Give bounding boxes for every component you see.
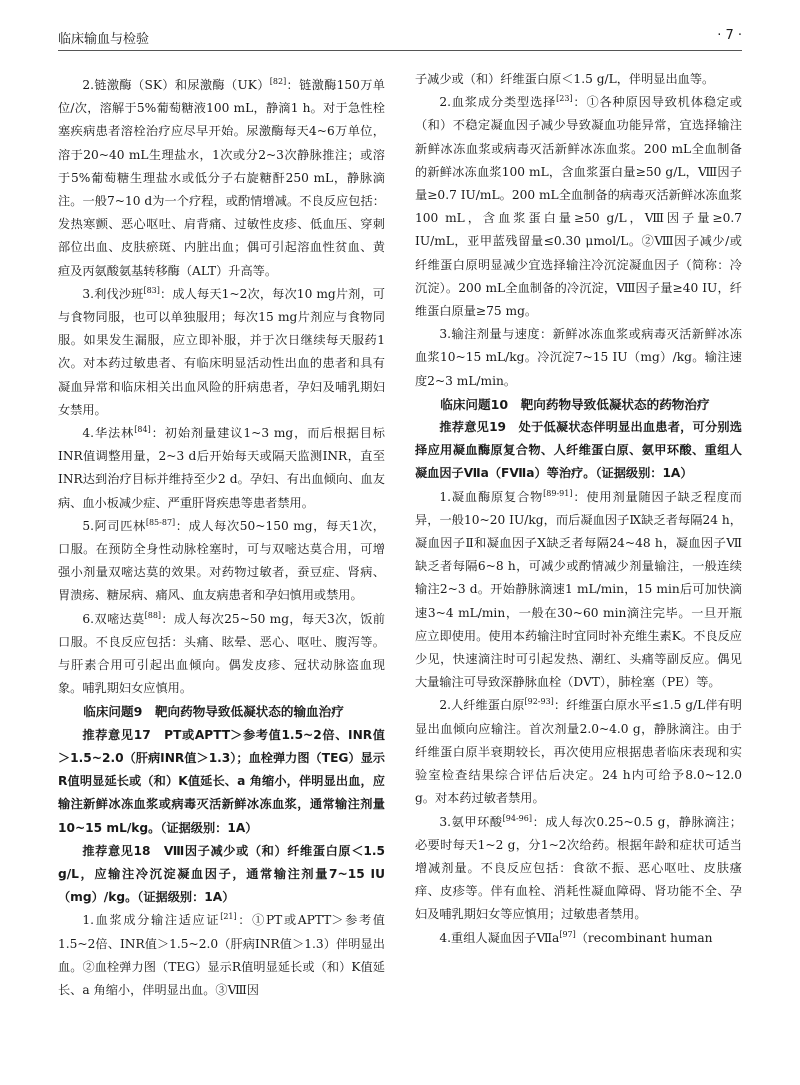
clinical-question-heading: 临床问题10 靶向药物导致低凝状态的药物治疗 <box>440 396 710 412</box>
left-column <box>58 74 385 1002</box>
body-paragraph: 3.输注剂量与速度：新鲜冰冻血浆或病毒灭活新鲜冰冻血浆10~15 mL/kg。冷沉淀7~15 IU（mg）/kg。输注速度2~3 mL/min。 <box>415 327 742 388</box>
body-paragraph: 2.人纤维蛋白原[92-93]：纤维蛋白原水平≤1.5 g/L伴有明显出血倾向应输注。首次剂量2.0~4.0 g，静脉滴注。由于纤维蛋白原半衰期较长，再次使用应根据患者临床表现和实验室检查结果综合评估后决定。24 h内可给予8.0~12.0 g。对本药过敏者禁用。 <box>415 697 742 806</box>
citation-marker: [85-87] <box>145 517 176 527</box>
body-paragraph: 6.双嘧达莫[88]：成人每次25~50 mg，每天3次，饭前口服。不良反应包括：头痛、眩晕、恶心、呕吐、腹泻等。与肝素合用可引起出血倾向。偶发皮疹、冠状动脉盗血现象。哺乳期妇女应慎用。 <box>58 610 385 696</box>
right-column <box>415 68 742 950</box>
citation-marker: [89-91] <box>543 488 573 498</box>
citation-marker: [83] <box>143 285 160 295</box>
recommendation-paragraph: 推荐意见19 处于低凝状态伴明显出血患者，可分别选择应用凝血酶原复合物、人纤维蛋白原、氨甲环酸、重组人凝血因子Ⅶa（FⅦa）等治疗。（证据级别：1A） <box>415 420 742 481</box>
citation-marker: [84] <box>134 424 151 434</box>
recommendation-paragraph: 推荐意见18 Ⅷ因子减少或（和）纤维蛋白原＜1.5 g/L，应输注冷沉淀凝血因子，通常输注剂量7~15 IU（mg）/kg。（证据级别：1A） <box>58 843 385 905</box>
citation-marker: [21] <box>220 912 237 922</box>
citation-marker: [92-93] <box>524 697 554 707</box>
citation-marker: [82] <box>269 76 287 86</box>
citation-marker: [88] <box>144 610 162 620</box>
body-paragraph: 2.链激酶（SK）和尿激酶（UK）[82]：链激酶150万单位/次，溶解于5%葡萄糖液100 mL，静滴1 h。对于急性栓塞疾病患者溶栓治疗应尽早开始。尿激酶每天4~6万单位，溶于20~40 mL生理盐水，1次或分2~3次静脉推注；或溶于5%葡萄糖生理盐水或低分子右旋糖酐250 mL，静脉滴注。一般7~10 d为一个疗程，或酌情增减。不良反应包括：发热寒颤、恶心呕吐、肩背痛、过敏性皮疹、低血压、穿刺部位出血、皮肤瘀斑、内脏出血；偶可引起溶血性贫血、黄疸及丙氨酸氨基转移酶（ALT）升高等。 <box>58 76 385 278</box>
citation-marker: [97] <box>559 929 576 939</box>
running-header <box>58 28 742 51</box>
recommendation-paragraph: 推荐意见17 PT或APTT＞参考值1.5~2倍、INR值＞1.5~2.0（肝病INR值＞1.3）；血栓弹力图（TEG）显示R值明显延长或（和）K值延长、a 角缩小，伴明显出血，应输注新鲜冰冻血浆或病毒灭活新鲜冰冻血浆，通常输注剂量10~15 mL/kg。（证据级别：1A） <box>58 727 385 835</box>
body-paragraph: 4.华法林[84]：初始剂量建议1~3 mg，而后根据目标INR值调整用量，2~3 d后开始每天或隔天监测INR，直至INR达到治疗目标并维持至少2 d。孕妇、有出血倾向、血友病、血小板减少症、严重肝肾疾患等患者禁用。 <box>58 424 385 510</box>
body-paragraph: 5.阿司匹林[85-87]：成人每次50~150 mg，每天1次，口服。在预防全身性动脉栓塞时，可与双嘧达莫合用，可增强小剂量双嘧达莫的效果。对药物过敏者，蚕豆症、肾病、胃溃疡、糖尿病、痛风、血友病患者和孕妇慎用或禁用。 <box>58 517 385 603</box>
body-paragraph: 1.血浆成分输注适应证[21]：①PT或APTT＞参考值1.5~2倍、INR值＞1.5~2.0（肝病INR值＞1.3）伴明显出血。②血栓弹力图（TEG）显示R值明显延长或（和）K值延长、a 角缩小，伴明显出血。③Ⅷ因 <box>58 912 385 997</box>
body-paragraph: 3.利伐沙班[83]：成人每天1~2次，每次10 mg片剂，可与食物同服，也可以单独服用；每次15 mg片剂应与食物同服。如果发生漏服，应立即补服，并于次日继续每天服药1次。对本药过敏患者、有临床明显活动性出血的患者和具有凝血异常和临床相关出血风险的肝病患者，孕妇及哺乳期妇女禁用。 <box>58 285 385 417</box>
body-paragraph: 2.血浆成分类型选择[23]：①各种原因导致机体稳定或（和）不稳定凝血因子减少导致凝血功能异常，宜选择输注新鲜冰冻血浆或病毒灭活新鲜冰冻血浆。200 mL全血制备的新鲜冰冻血浆100 mL，含血浆蛋白量≥50 g/L，Ⅷ因子量≥0.7 IU/mL。200 mL全血制备的病毒灭活新鲜冰冻血浆100 mL，含血浆蛋白量≥50 g/L，Ⅷ因子量≥0.7 IU/mL，亚甲蓝残留量≤0.30 μmol/L。②Ⅷ因子减少/或纤维蛋白原明显减少宜选择输注冷沉淀凝血因子（简称：冷沉淀）。200 mL全血制备的冷沉淀，Ⅷ因子量≥40 IU，纤维蛋白原量≥75 mg。 <box>415 94 742 319</box>
journal-title: 临床输血与检验 <box>58 32 150 47</box>
body-paragraph: 3.氨甲环酸[94-96]：成人每次0.25~0.5 g，静脉滴注；必要时每天1~2 g，分1~2次给药。根据年龄和症状可适当增减剂量。不良反应包括：食欲不振、恶心呕吐、皮肤瘙痒、皮疹等。伴有血栓、消耗性凝血障碍、肾功能不全、孕妇及哺乳期妇女等应慎用；过敏患者禁用。 <box>415 813 742 922</box>
citation-marker: [23] <box>556 94 573 104</box>
clinical-question-heading: 临床问题9 靶向药物导致低凝状态的输血治疗 <box>83 704 344 720</box>
citation-marker: [94-96] <box>502 813 532 823</box>
body-paragraph: 1.凝血酶原复合物[89-91]：使用剂量随因子缺乏程度而异，一般10~20 IU/kg，而后凝血因子Ⅸ缺乏者每隔24 h，凝血因子Ⅱ和凝血因子Ⅹ缺乏者每隔24~48 h，凝血因子Ⅶ缺乏者每隔6~8 h，可减少或酌情减少剂量输注，一般连续输注2~3 d。开始静脉滴速1 mL/min，15 min后可加快滴速3~4 mL/min，一般在30~60 min滴注完毕。一旦开瓶应立即使用。使用本药输注时宜同时补充维生素K。不良反应少见，快速滴注时可引起发热、潮红、头痛等副反应。偶见大量输注可导致深静脉血栓（DVT），肺栓塞（PE）等。 <box>415 488 742 690</box>
page-number: · 7 · <box>717 28 742 43</box>
body-paragraph: 4.重组人凝血因子Ⅶa[97]（recombinant human <box>439 929 713 945</box>
continued-paragraph: 子减少或（和）纤维蛋白原＜1.5 g/L，伴明显出血等。 <box>415 72 715 86</box>
